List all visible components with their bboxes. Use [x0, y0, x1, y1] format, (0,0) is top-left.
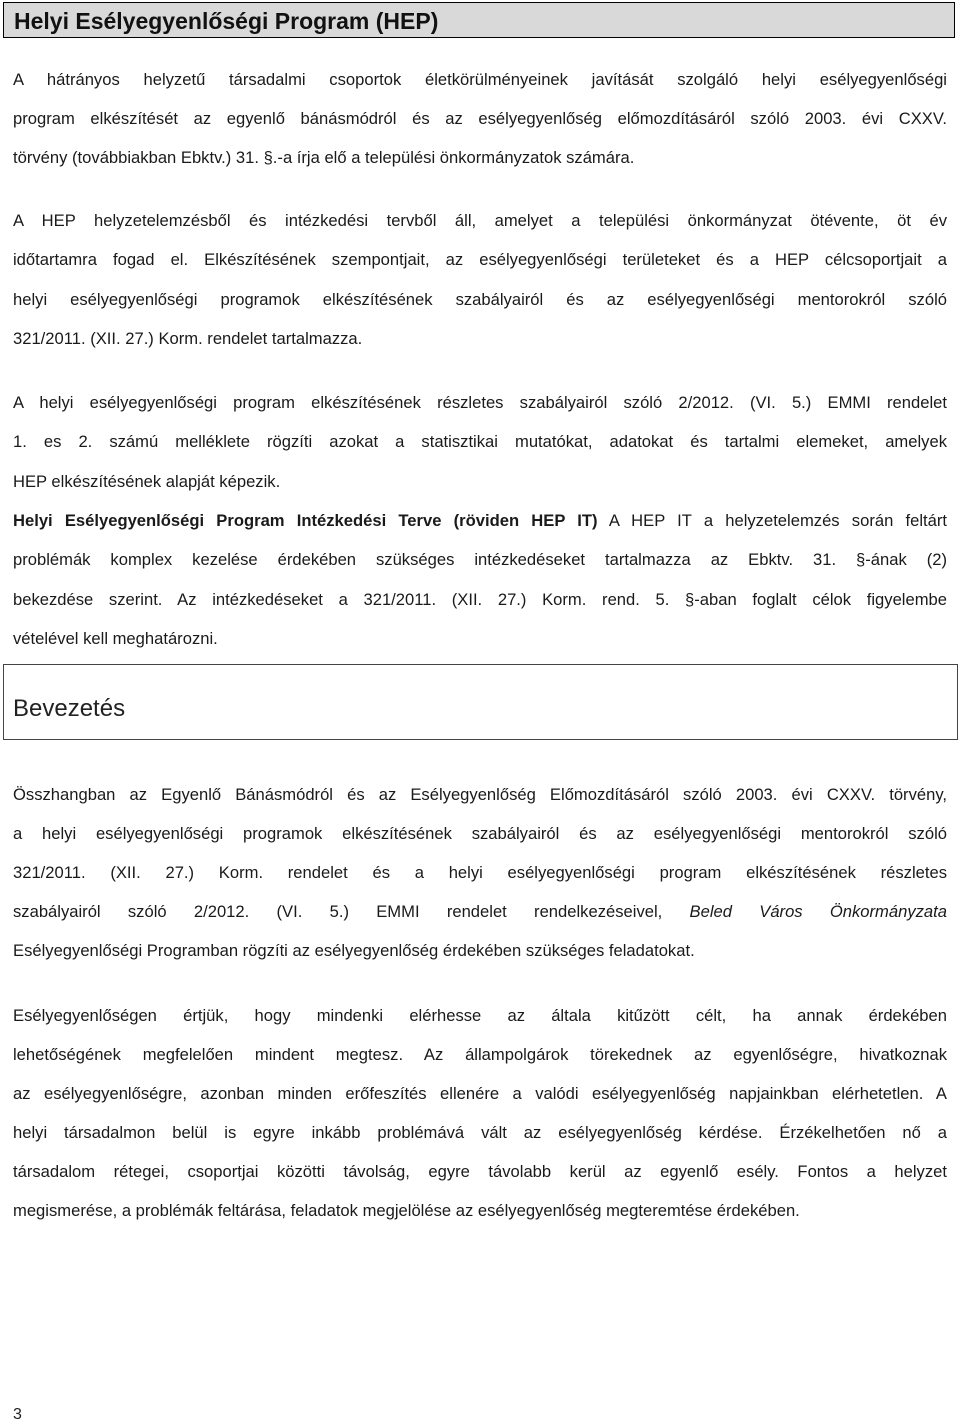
p1-line-4: 321/2011. (XII. 27.) Korm. rendelet tartalmazza.: [13, 329, 363, 348]
p5-line-2: lehetőségének megfelelően mindent megtesz. Az állampolgárok törekednek az egyenlőségre, hivatkoznak: [13, 1045, 947, 1064]
p5-line-5: társadalom rétegei, csoportjai közötti távolság, egyre távolabb kerül az egyenlő esély. Fontos a helyzet: [13, 1162, 947, 1181]
p4-line-4: [13, 902, 947, 922]
section-heading: Bevezetés: [13, 695, 126, 722]
intro-line-3: törvény (továbbiakban Ebktv.) 31. §.-a írja elő a települési önkormányzatok számára.: [13, 148, 635, 167]
hep-it-bold-term: Helyi Esélyegyenlőségi Program Intézkedési Terve (röviden HEP IT): [13, 511, 598, 530]
p2-line-1: A helyi esélyegyenlőségi program elkészítésének részletes szabályairól szóló 2/2012. (VI. 5.) EMMI rendelet: [13, 393, 947, 412]
p5-line-4: helyi társadalmon belül is egyre inkább problémává vált az esélyegyenlőség kérdése. Érzékelhetően nő a: [13, 1123, 947, 1142]
p4-line-4-plain: szabályairól szóló 2/2012. (VI. 5.) EMMI rendelet rendelkezéseivel,: [13, 902, 690, 921]
p1-line-2: időtartamra fogad el. Elkészítésének szempontjait, az esélyegyenlőségi területeket és a HEP célcsoportjait a: [13, 250, 947, 269]
page-number: 3: [13, 1406, 22, 1423]
p1-line-1: A HEP helyzetelemzésből és intézkedési tervből áll, amelyet a települési önkormányzat ötévente, öt év: [13, 211, 947, 230]
p3-line-1: [13, 511, 947, 531]
p4-line-1: Összhangban az Egyenlő Bánásmódról és az Esélyegyenlőség Előmozdításáról szóló 2003. évi CXXV. törvény,: [13, 785, 947, 804]
document-title-box: [3, 2, 955, 38]
p1-line-3: helyi esélyegyenlőségi programok elkészítésének szabályairól és az esélyegyenlőségi mentorokról szóló: [13, 290, 947, 309]
p2-line-2: 1. es 2. számú melléklete rögzíti azokat a statisztikai mutatókat, adatokat és tartalmi elemeket, amelyek: [13, 432, 947, 451]
p4-line-3: 321/2011. (XII. 27.) Korm. rendelet és a helyi esélyegyenlőségi program elkészítésének részletes: [13, 863, 947, 882]
intro-line-1: A hátrányos helyzetű társadalmi csoportok életkörülményeinek javítását szolgáló helyi esélyegyenlőségi: [13, 70, 947, 89]
intro-line-2: program elkészítését az egyenlő bánásmódról és az esélyegyenlőség előmozdításáról szóló 2003. évi CXXV.: [13, 109, 947, 128]
document-title: Helyi Esélyegyenlőségi Program (HEP): [14, 8, 439, 34]
municipality-name: Beled Város Önkormányzata: [689, 902, 947, 921]
p5-line-1: Esélyegyenlőségen értjük, hogy mindenki elérhesse az általa kitűzött célt, ha annak érdekében: [13, 1006, 947, 1025]
p4-line-2: a helyi esélyegyenlőségi programok elkészítésének szabályairól és az esélyegyenlőségi mentorokról szóló: [13, 824, 947, 843]
p4-line-5: Esélyegyenlőségi Programban rögzíti az esélyegyenlőség érdekében szükséges feladatokat.: [13, 941, 695, 960]
p3-line-1-rest: A HEP IT a helyzetelemzés során feltárt: [597, 511, 947, 530]
p3-line-3: bekezdése szerint. Az intézkedéseket a 321/2011. (XII. 27.) Korm. rend. 5. §-aban foglalt célok figyelembe: [13, 590, 947, 609]
p3-line-4: vételével kell meghatározni.: [13, 629, 218, 648]
section-heading-box: [3, 664, 958, 740]
p3-line-2: problémák komplex kezelése érdekében szükséges intézkedéseket tartalmazza az Ebktv. 31. §-ának (2): [13, 550, 947, 569]
p5-line-3: az esélyegyenlőségre, azonban minden erőfeszítés ellenére a valódi esélyegyenlőség napjainkban elérhetetlen. A: [13, 1084, 947, 1103]
p2-line-3: HEP elkészítésének alapját képezik.: [13, 472, 281, 491]
p5-line-6: megismerése, a problémák feltárása, feladatok megjelölése az esélyegyenlőség megteremtése érdekében.: [13, 1201, 800, 1220]
